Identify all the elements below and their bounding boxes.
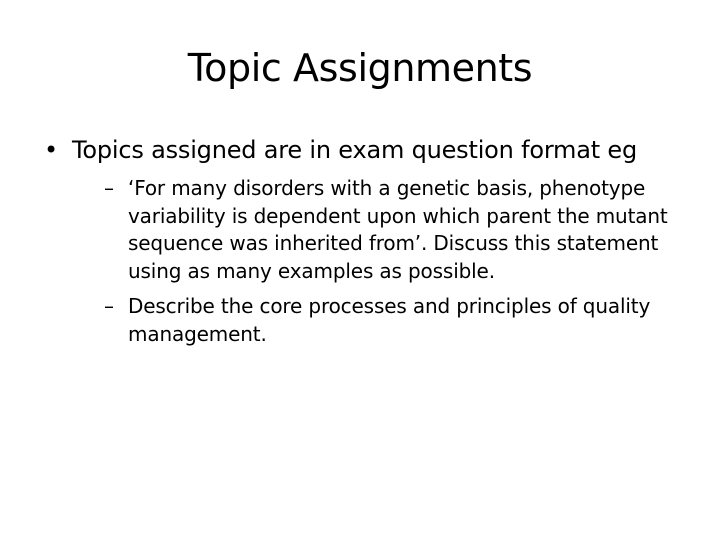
sub-bullet-text: ‘For many disorders with a genetic basis, phenotype variability is dependent upon which parent the mutant sequence was inherited from’. Discuss this statement using as many examples as possible. [128, 176, 668, 283]
sub-bullet-text: Describe the core processes and principles of quality management. [128, 294, 651, 346]
sub-bullet-quality-management [100, 293, 676, 348]
bullet-topics-assigned [44, 135, 684, 165]
slide-title: Topic Assignments [187, 46, 533, 90]
bullet-dot-icon: • [44, 136, 58, 164]
sub-bullet-genetic-disorders [100, 175, 676, 285]
dash-icon: – [104, 176, 114, 200]
slide-content [44, 135, 684, 356]
sub-bullet-list [44, 175, 684, 348]
dash-icon: – [104, 294, 114, 318]
bullet-text: Topics assigned are in exam question format eg [72, 136, 637, 164]
